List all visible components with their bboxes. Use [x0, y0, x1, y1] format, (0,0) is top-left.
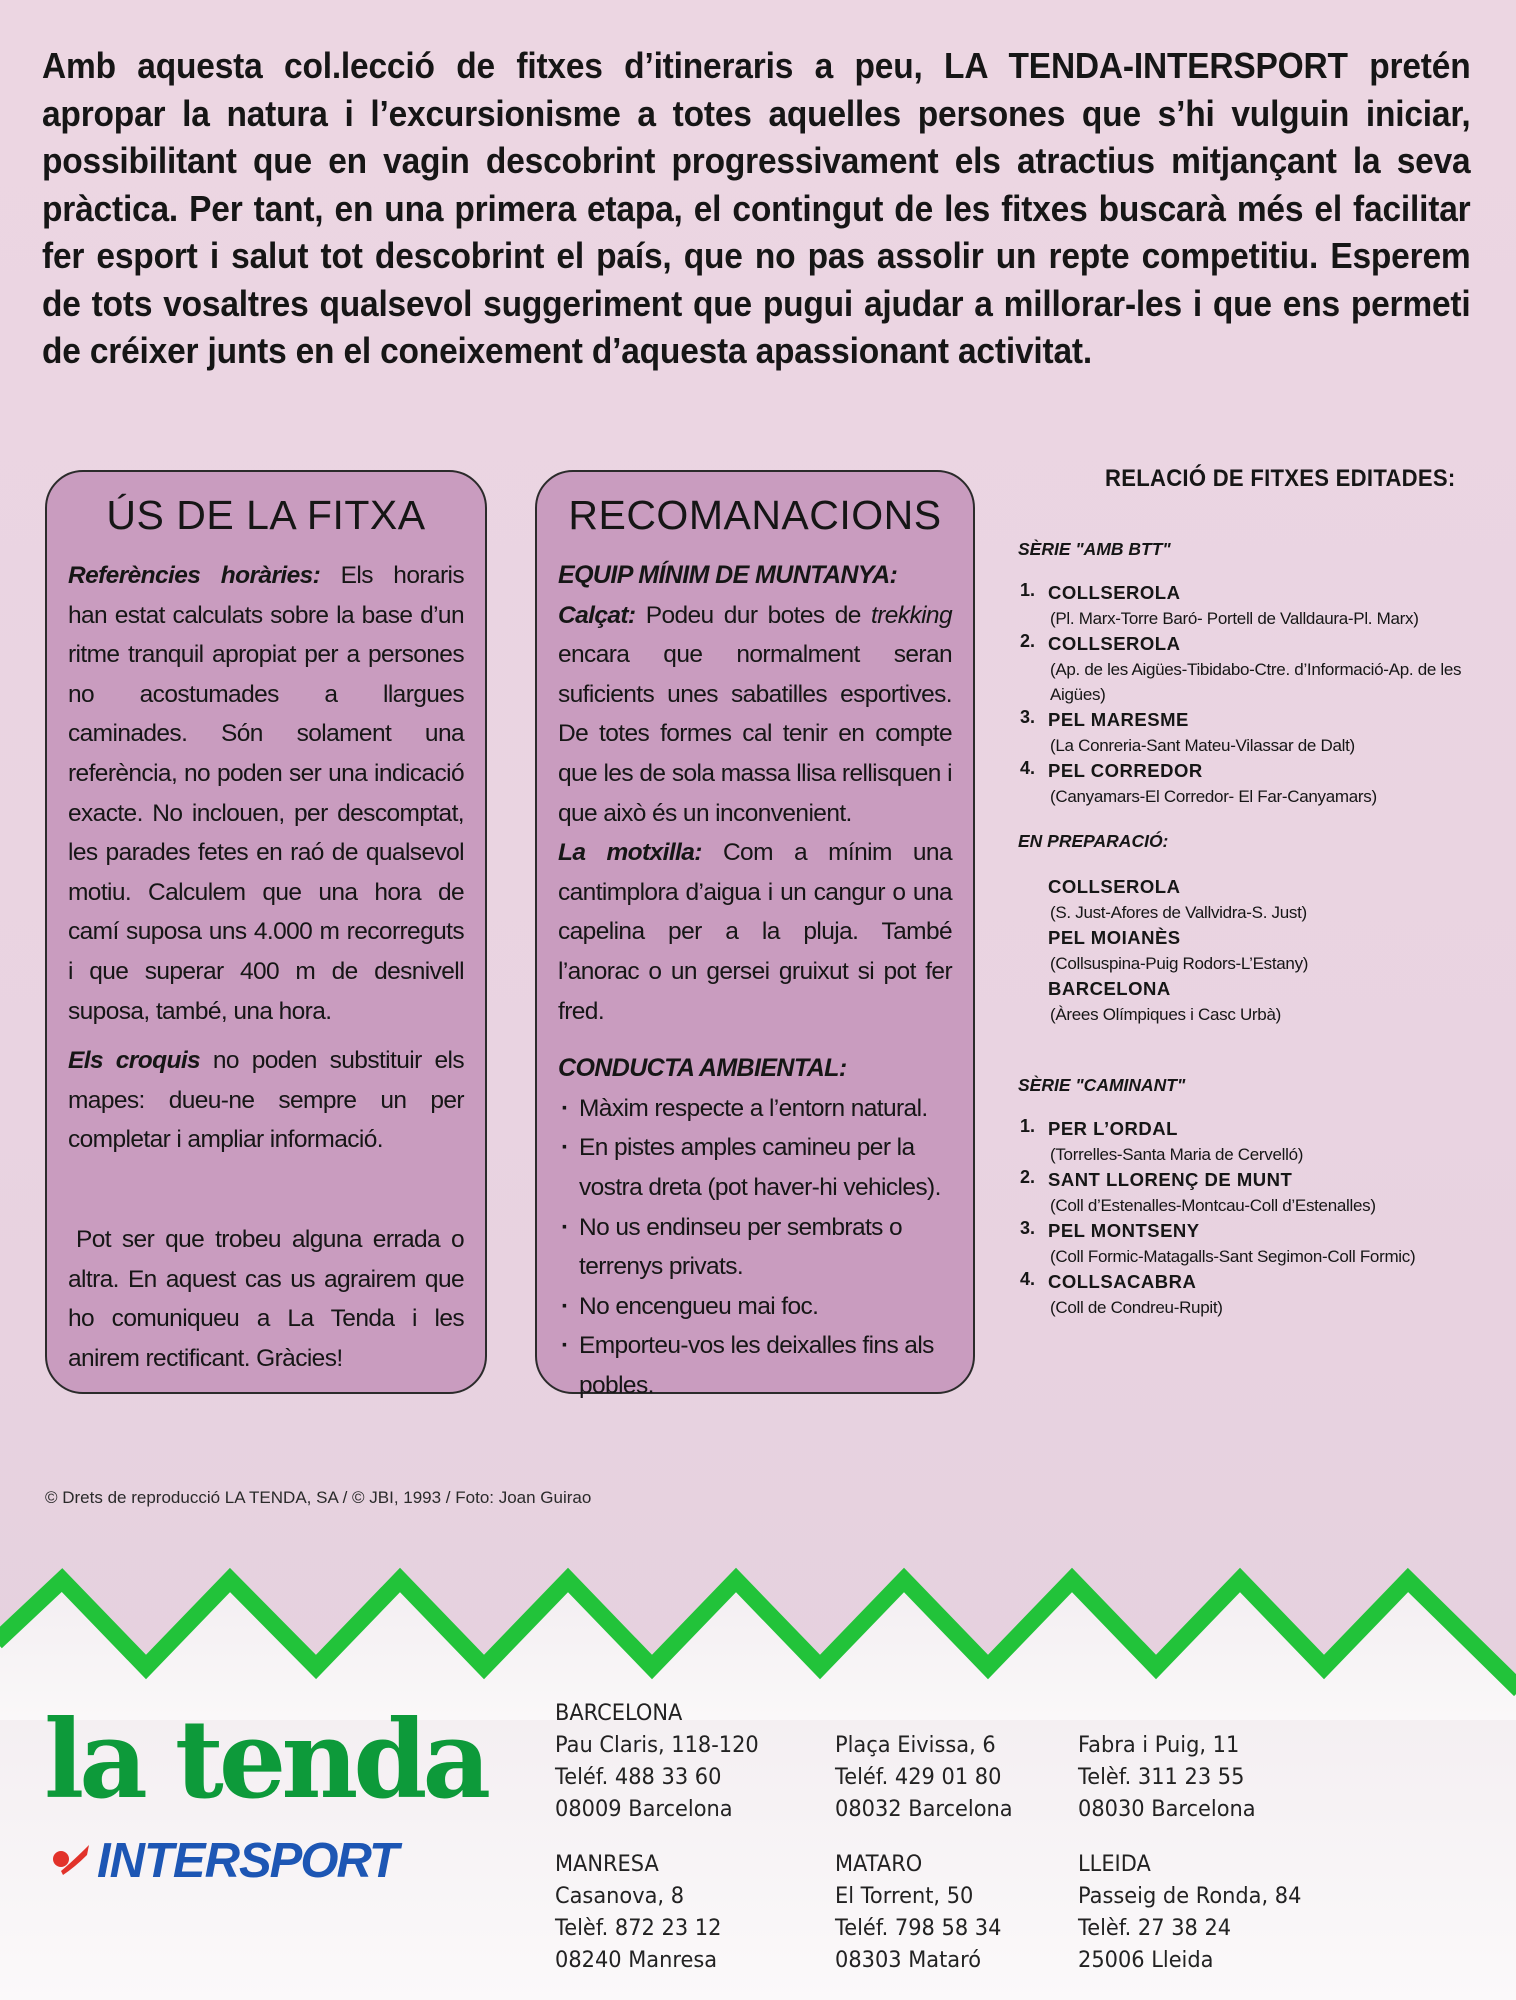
item-name: COLLSEROLA: [1048, 582, 1181, 603]
conducta-heading: CONDUCTA AMBIENTAL:: [558, 1054, 847, 1083]
list-item: [1018, 580, 1496, 631]
item-name: PEL MOIANÈS: [1048, 927, 1181, 948]
list-item: · En pistes amples camineu per la vostra dreta (pot haver-hi vehicles).: [558, 1128, 952, 1207]
recomanacions-box: [535, 470, 975, 1399]
item-number: 1.: [1020, 580, 1036, 600]
us-fitxa-title: ÚS DE LA FITXA: [106, 492, 426, 538]
item-route: (Torrelles-Santa Maria de Cervelló): [1050, 1145, 1304, 1164]
item-route: (Ap. de les Aigües-Tibidabo-Ctre. d’Informació-Ap. de les Aigües): [1050, 660, 1462, 704]
address-line: 08009 Barcelona: [555, 1796, 733, 1822]
item-name: PEL MONTSENY: [1048, 1220, 1200, 1241]
address-line: Passeig de Ronda, 84: [1078, 1883, 1302, 1909]
item-route: (Canyamars-El Corredor- El Far-Canyamars): [1050, 787, 1377, 806]
motxilla-label: La motxilla:: [558, 839, 702, 867]
referencies-horaries: [68, 556, 464, 1031]
address-line: Telèf. 872 23 12: [555, 1915, 722, 1941]
item-number: 3.: [1020, 707, 1036, 727]
item-route: (Coll de Condreu-Rupit): [1050, 1298, 1223, 1317]
address-city: MANRESA: [555, 1851, 659, 1877]
address-line: Casanova, 8: [555, 1883, 685, 1909]
address-block: [555, 1697, 759, 1825]
calcat-text-b: encara que normalment seran suficients unes sabatilles esportives. De totes formes cal tenir en compte que les de sola massa llisa rellisquen i que això és un inconvenient.: [558, 641, 952, 827]
address-line: Teléf. 798 58 34: [835, 1915, 1002, 1941]
address-block: [835, 1729, 1013, 1825]
item-route: (Collsuspina-Puig Rodors-L’Estany): [1050, 954, 1309, 973]
list-item: [1018, 1116, 1496, 1167]
list-item: · Emporteu-vos les deixalles fins als pobles.: [558, 1326, 952, 1405]
preparacio-list: [1018, 874, 1496, 1027]
item-number: 2.: [1020, 1167, 1036, 1187]
item-name: COLLSEROLA: [1048, 876, 1181, 897]
serie-btt-heading: SÈRIE "AMB BTT": [1018, 539, 1171, 559]
credits-line: © Drets de reproducció LA TENDA, SA / © JBI, 1993 / Foto: Joan Guirao: [45, 1488, 592, 1507]
croquis-label: Els croquis: [68, 1047, 201, 1075]
address-line: Plaça Eivissa, 6: [835, 1732, 996, 1758]
motxilla-paragraph: [558, 833, 952, 1031]
item-name: COLLSEROLA: [1048, 633, 1181, 654]
btt-list: [1018, 580, 1496, 809]
calcat-text-em: trekking: [871, 601, 952, 629]
list-item: [1018, 1218, 1496, 1269]
address-line: Pau Claris, 118-120: [555, 1732, 759, 1758]
item-number: 3.: [1020, 1218, 1036, 1238]
item-route: (La Conreria-Sant Mateu-Vilassar de Dalt): [1050, 736, 1355, 755]
address-line: Fabra i Puig, 11: [1078, 1732, 1240, 1758]
la-tenda-intersport-logo: [44, 1697, 495, 1888]
item-route: (Àrees Olímpiques i Casc Urbà): [1050, 1005, 1281, 1024]
recomanacions-title: RECOMANACIONS: [568, 492, 942, 538]
zigzag-border: [0, 1540, 1516, 1720]
calcat-label: Calçat:: [558, 601, 636, 629]
address-city: MATARO: [835, 1851, 923, 1877]
errata-note: Pot ser que trobeu alguna errada o altra. En aquest cas us agrairem que ho comuniqueu a La Tenda i les anirem rectificant. Gràcies!: [68, 1225, 464, 1372]
item-name: PER L’ORDAL: [1048, 1118, 1178, 1139]
address-line: Telèf. 27 38 24: [1078, 1915, 1232, 1941]
address-city: BARCELONA: [555, 1700, 683, 1726]
address-line: 08240 Manresa: [555, 1947, 718, 1973]
address-line: El Torrent, 50: [835, 1883, 974, 1909]
address-line: 08030 Barcelona: [1078, 1796, 1256, 1822]
item-name: BARCELONA: [1048, 978, 1171, 999]
caminant-list: [1018, 1116, 1496, 1320]
list-item: [1018, 925, 1496, 976]
relacio-fitxes: [1018, 465, 1496, 1320]
item-route: (S. Just-Afores de Vallvidra-S. Just): [1050, 903, 1307, 922]
logo-inter-text: INTER: [97, 1834, 239, 1888]
item-name: SANT LLORENÇ DE MUNT: [1048, 1169, 1293, 1190]
logo-intersport: [51, 1833, 397, 1889]
item-number: 2.: [1020, 631, 1036, 651]
list-item: [1018, 1167, 1496, 1218]
croquis-text: no poden substituir els mapes: dueu-ne sempre un per completar i ampliar informació.: [68, 1047, 464, 1154]
intersport-swoosh-icon: [51, 1841, 91, 1881]
preparacio-heading: EN PREPARACIÓ:: [1018, 831, 1169, 851]
list-item: [1018, 631, 1496, 707]
relacio-title: RELACIÓ DE FITXES EDITADES:: [1104, 465, 1456, 492]
item-route: (Coll d’Estenalles-Montcau-Coll d’Estenalles): [1050, 1196, 1376, 1215]
list-item: [1018, 976, 1496, 1027]
item-name: COLLSACABRA: [1048, 1271, 1197, 1292]
address-line: 08303 Mataró: [835, 1947, 982, 1973]
address-line: Teléf. 488 33 60: [555, 1764, 722, 1790]
address-line: Teléf. 429 01 80: [835, 1764, 1002, 1790]
list-item: · No us endinseu per sembrats o terrenys privats.: [558, 1208, 952, 1287]
address-line: Telèf. 311 23 55: [1078, 1764, 1245, 1790]
item-name: PEL CORREDOR: [1048, 760, 1203, 781]
list-item: [1018, 707, 1496, 758]
item-number: 1.: [1020, 1116, 1036, 1136]
list-item: · Màxim respecte a l’entorn natural.: [558, 1089, 952, 1129]
list-item: [1018, 1269, 1496, 1320]
address-block: [1078, 1848, 1301, 1976]
croquis-note: [68, 1041, 464, 1160]
address-block: [555, 1848, 721, 1976]
list-item: · No encengueu mai foc.: [558, 1287, 952, 1327]
ref-text: Els horaris han estat calculats sobre la base d’un ritme tranquil apropiat per a persones no acostumades a llargues caminades. Són solament una referència, no poden ser una indicació exacte. No inclouen, per descomptat, les parades fetes en raó de qualsevol motiu. Calculem que una hora de camí suposa uns 4.000 m recorreguts i que superar 400 m de desnivell suposa, també, una hora.: [68, 562, 464, 1025]
item-number: 4.: [1020, 1269, 1036, 1289]
us-fitxa-box: [45, 470, 487, 1394]
equip-heading: EQUIP MÍNIM DE MUNTANYA:: [558, 561, 898, 589]
item-route: (Coll Formic-Matagalls-Sant Segimon-Coll Formic): [1050, 1247, 1416, 1266]
conducta-list: [558, 1089, 952, 1406]
address-block: [1078, 1729, 1256, 1825]
intro-paragraph: Amb aquesta col.lecció de fitxes d’itineraris a peu, LA TENDA-INTERSPORT pretén apropar la natura i l’excursionisme a totes aquelles persones que s’hi vulguin iniciar, possibilitant que en vagin descobrint progressivament els atractius mitjançant la seva pràctica. Per tant, en una primera etapa, el contingut de les fitxes buscarà més el facilitar fer esport i salut tot descobrint el país, que no pas assolir un repte competitiu. Esperem de tots vosaltres qualsevol suggeriment que pugui ajudar a millorar-les i que ens permeti de créixer junts en el coneixement d’aquesta apassionant activitat.: [42, 45, 1471, 371]
serie-caminant-heading: SÈRIE "CAMINANT": [1018, 1075, 1186, 1095]
logo-tenda-text: la tenda: [44, 1697, 487, 1823]
item-route: (Pl. Marx-Torre Baró- Portell de Valldaura-Pl. Marx): [1050, 609, 1419, 628]
address-line: 08032 Barcelona: [835, 1796, 1013, 1822]
list-item: [1018, 874, 1496, 925]
item-name: PEL MARESME: [1048, 709, 1189, 730]
address-city: LLEIDA: [1078, 1851, 1151, 1877]
list-item: [1018, 758, 1496, 809]
calcat-paragraph: [558, 596, 952, 834]
motxilla-text: Com a mínim una cantimplora d’aigua i un cangur o una capelina per a la pluja. També l’anorac o un gersei gruixut si pot fer fred.: [558, 839, 952, 1025]
ref-label: Referències horàries:: [68, 562, 321, 589]
address-line: 25006 Lleida: [1078, 1947, 1214, 1973]
calcat-text-a: Podeu dur botes de: [635, 601, 871, 629]
logo-sport-text: SPORT: [239, 1834, 397, 1888]
recomanacions-content: [558, 556, 952, 1405]
item-number: 4.: [1020, 758, 1036, 778]
us-fitxa-content: [68, 556, 464, 1378]
address-block: [835, 1848, 1001, 1976]
